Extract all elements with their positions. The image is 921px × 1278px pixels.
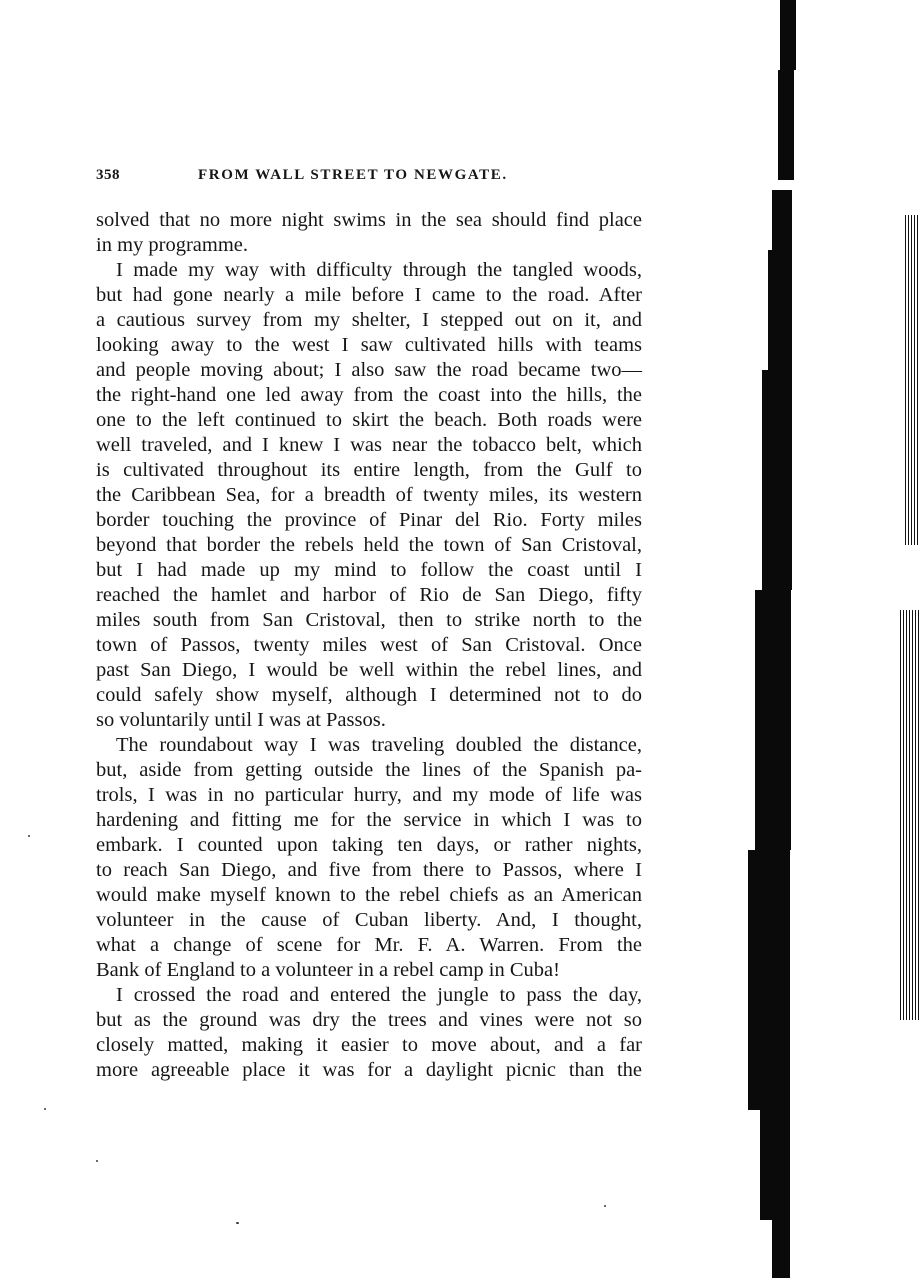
text-line: what a change of scene for Mr. F. A. Warren. From the [96, 934, 642, 956]
page-number: 358 [96, 167, 120, 183]
text-line: past San Diego, I would be well within the rebel lines, and [96, 659, 642, 681]
text-line: more agreeable place it was for a daylight picnic than the [96, 1059, 642, 1081]
text-line: Bank of England to a volunteer in a rebel camp in Cuba! [96, 959, 560, 981]
text-line: border touching the province of Pinar del Rio. Forty miles [96, 509, 642, 531]
text-line: town of Passos, twenty miles west of San Cristoval. Once [96, 634, 642, 656]
text-line: looking away to the west I saw cultivated hills with teams [96, 334, 642, 356]
text-line: closely matted, making it easier to move about, and a far [96, 1034, 642, 1056]
text-line: so voluntarily until I was at Passos. [96, 709, 386, 731]
text-line: but as the ground was dry the trees and vines were not so [96, 1009, 642, 1031]
text-line: would make myself known to the rebel chiefs as an American [96, 884, 642, 906]
text-line: The roundabout way I was traveling doubled the distance, [116, 734, 642, 756]
text-line: miles south from San Cristoval, then to strike north to the [96, 609, 642, 631]
text-line: the right-hand one led away from the coast into the hills, the [96, 384, 642, 406]
text-line: could safely show myself, although I determined not to do [96, 684, 642, 706]
text-line: but I had made up my mind to follow the coast until I [96, 559, 642, 581]
text-line: trols, I was in no particular hurry, and my mode of life was [96, 784, 642, 806]
text-line: to reach San Diego, and five from there to Passos, where I [96, 859, 642, 881]
text-line: and people moving about; I also saw the road became two— [96, 359, 642, 381]
text-line: embark. I counted upon taking ten days, or rather nights, [96, 834, 642, 856]
text-line: reached the hamlet and harbor of Rio de San Diego, fifty [96, 584, 642, 606]
text-line: beyond that border the rebels held the town of San Cristoval, [96, 534, 642, 556]
text-line: I crossed the road and entered the jungle to pass the day, [116, 984, 642, 1006]
text-line: the Caribbean Sea, for a breadth of twenty miles, its western [96, 484, 642, 506]
text-line: in my programme. [96, 234, 249, 256]
text-line: well traveled, and I knew I was near the tobacco belt, which [96, 434, 642, 456]
text-line: I made my way with difficulty through the tangled woods, [116, 259, 642, 281]
text-line: hardening and fitting me for the service in which I was to [96, 809, 642, 831]
page-header [96, 167, 656, 191]
text-line: but had gone nearly a mile before I came to the road. After [96, 284, 642, 306]
text-line: is cultivated throughout its entire length, from the Gulf to [96, 459, 642, 481]
text-line: one to the left continued to skirt the beach. Both roads were [96, 409, 642, 431]
text-line: but, aside from getting outside the lines of the Spanish pa- [96, 759, 642, 781]
text-line: a cautious survey from my shelter, I stepped out on it, and [96, 309, 642, 331]
running-title: FROM WALL STREET TO NEWGATE. [198, 167, 508, 183]
text-line: volunteer in the cause of Cuban liberty. And, I thought, [96, 909, 642, 931]
text-line: solved that no more night swims in the sea should find place [96, 209, 642, 231]
